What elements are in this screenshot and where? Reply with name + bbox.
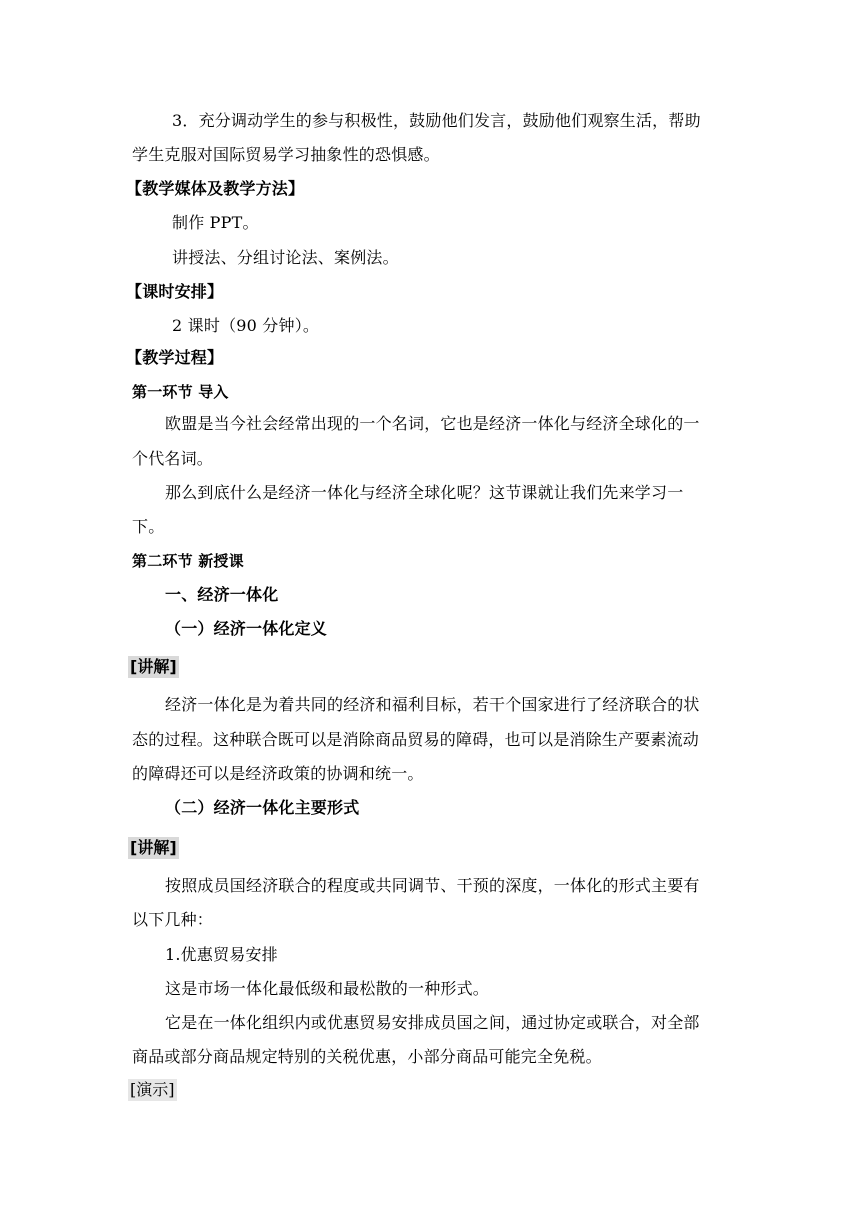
intro-paragraph-2-line2: 下。	[132, 517, 165, 536]
heading-media-methods: 【教学媒体及教学方法】	[126, 179, 305, 198]
paragraph-objective-3-line2: 学生克服对国际贸易学习抽象性的恐惧感。	[132, 145, 440, 164]
tag-demonstration: [演示]	[130, 1080, 175, 1099]
subsection-main-forms: （二）经济一体化主要形式	[165, 798, 360, 817]
tag-lecture-2: [讲解]	[130, 838, 177, 857]
item-1-description: 这是市场一体化最低级和最松散的一种形式。	[165, 979, 490, 998]
definition-line3: 的障碍还可以是经济政策的协调和统一。	[132, 764, 424, 783]
item-1-detail-line1: 它是在一体化组织内或优惠贸易安排成员国之间，通过协定或联合，对全部	[165, 1013, 700, 1032]
section-economic-integration: 一、经济一体化	[165, 585, 279, 604]
definition-line2: 态的过程。这种联合既可以是消除商品贸易的障碍，也可以是消除生产要素流动	[132, 730, 700, 749]
tag-lecture-1: [讲解]	[130, 657, 177, 676]
teaching-methods: 讲授法、分组讨论法、案例法。	[172, 248, 399, 267]
intro-paragraph-2-line1: 那么到底什么是经济一体化与经济全球化呢？这节课就让我们先来学习一	[165, 483, 684, 502]
heading-teaching-process: 【教学过程】	[126, 348, 224, 367]
intro-paragraph-1-line1: 欧盟是当今社会经常出现的一个名词，它也是经济一体化与经济全球化的一	[165, 414, 700, 433]
paragraph-objective-3-line1: 3．充分调动学生的参与积极性，鼓励他们发言，鼓励他们观察生活，帮助	[172, 111, 701, 130]
media-ppt: 制作 PPT。	[172, 213, 259, 232]
step-2-heading: 第二环节 新授课	[132, 552, 244, 570]
step-1-heading: 第一环节 导入	[132, 383, 229, 401]
heading-class-hours: 【课时安排】	[126, 282, 224, 301]
item-1-detail-line2: 商品或部分商品规定特别的关税优惠，小部分商品可能完全免税。	[132, 1047, 602, 1066]
forms-intro-line2: 以下几种：	[132, 910, 214, 929]
definition-line1: 经济一体化是为着共同的经济和福利目标，若干个国家进行了经济联合的状	[165, 695, 700, 714]
class-hours-value: 2 课时（90 分钟）。	[172, 316, 320, 335]
forms-intro-line1: 按照成员国经济联合的程度或共同调节、干预的深度，一体化的形式主要有	[165, 876, 700, 895]
intro-paragraph-1-line2: 个代名词。	[132, 449, 214, 468]
item-1-title: 1.优惠贸易安排	[165, 945, 278, 964]
subsection-definition: （一）经济一体化定义	[165, 619, 328, 638]
